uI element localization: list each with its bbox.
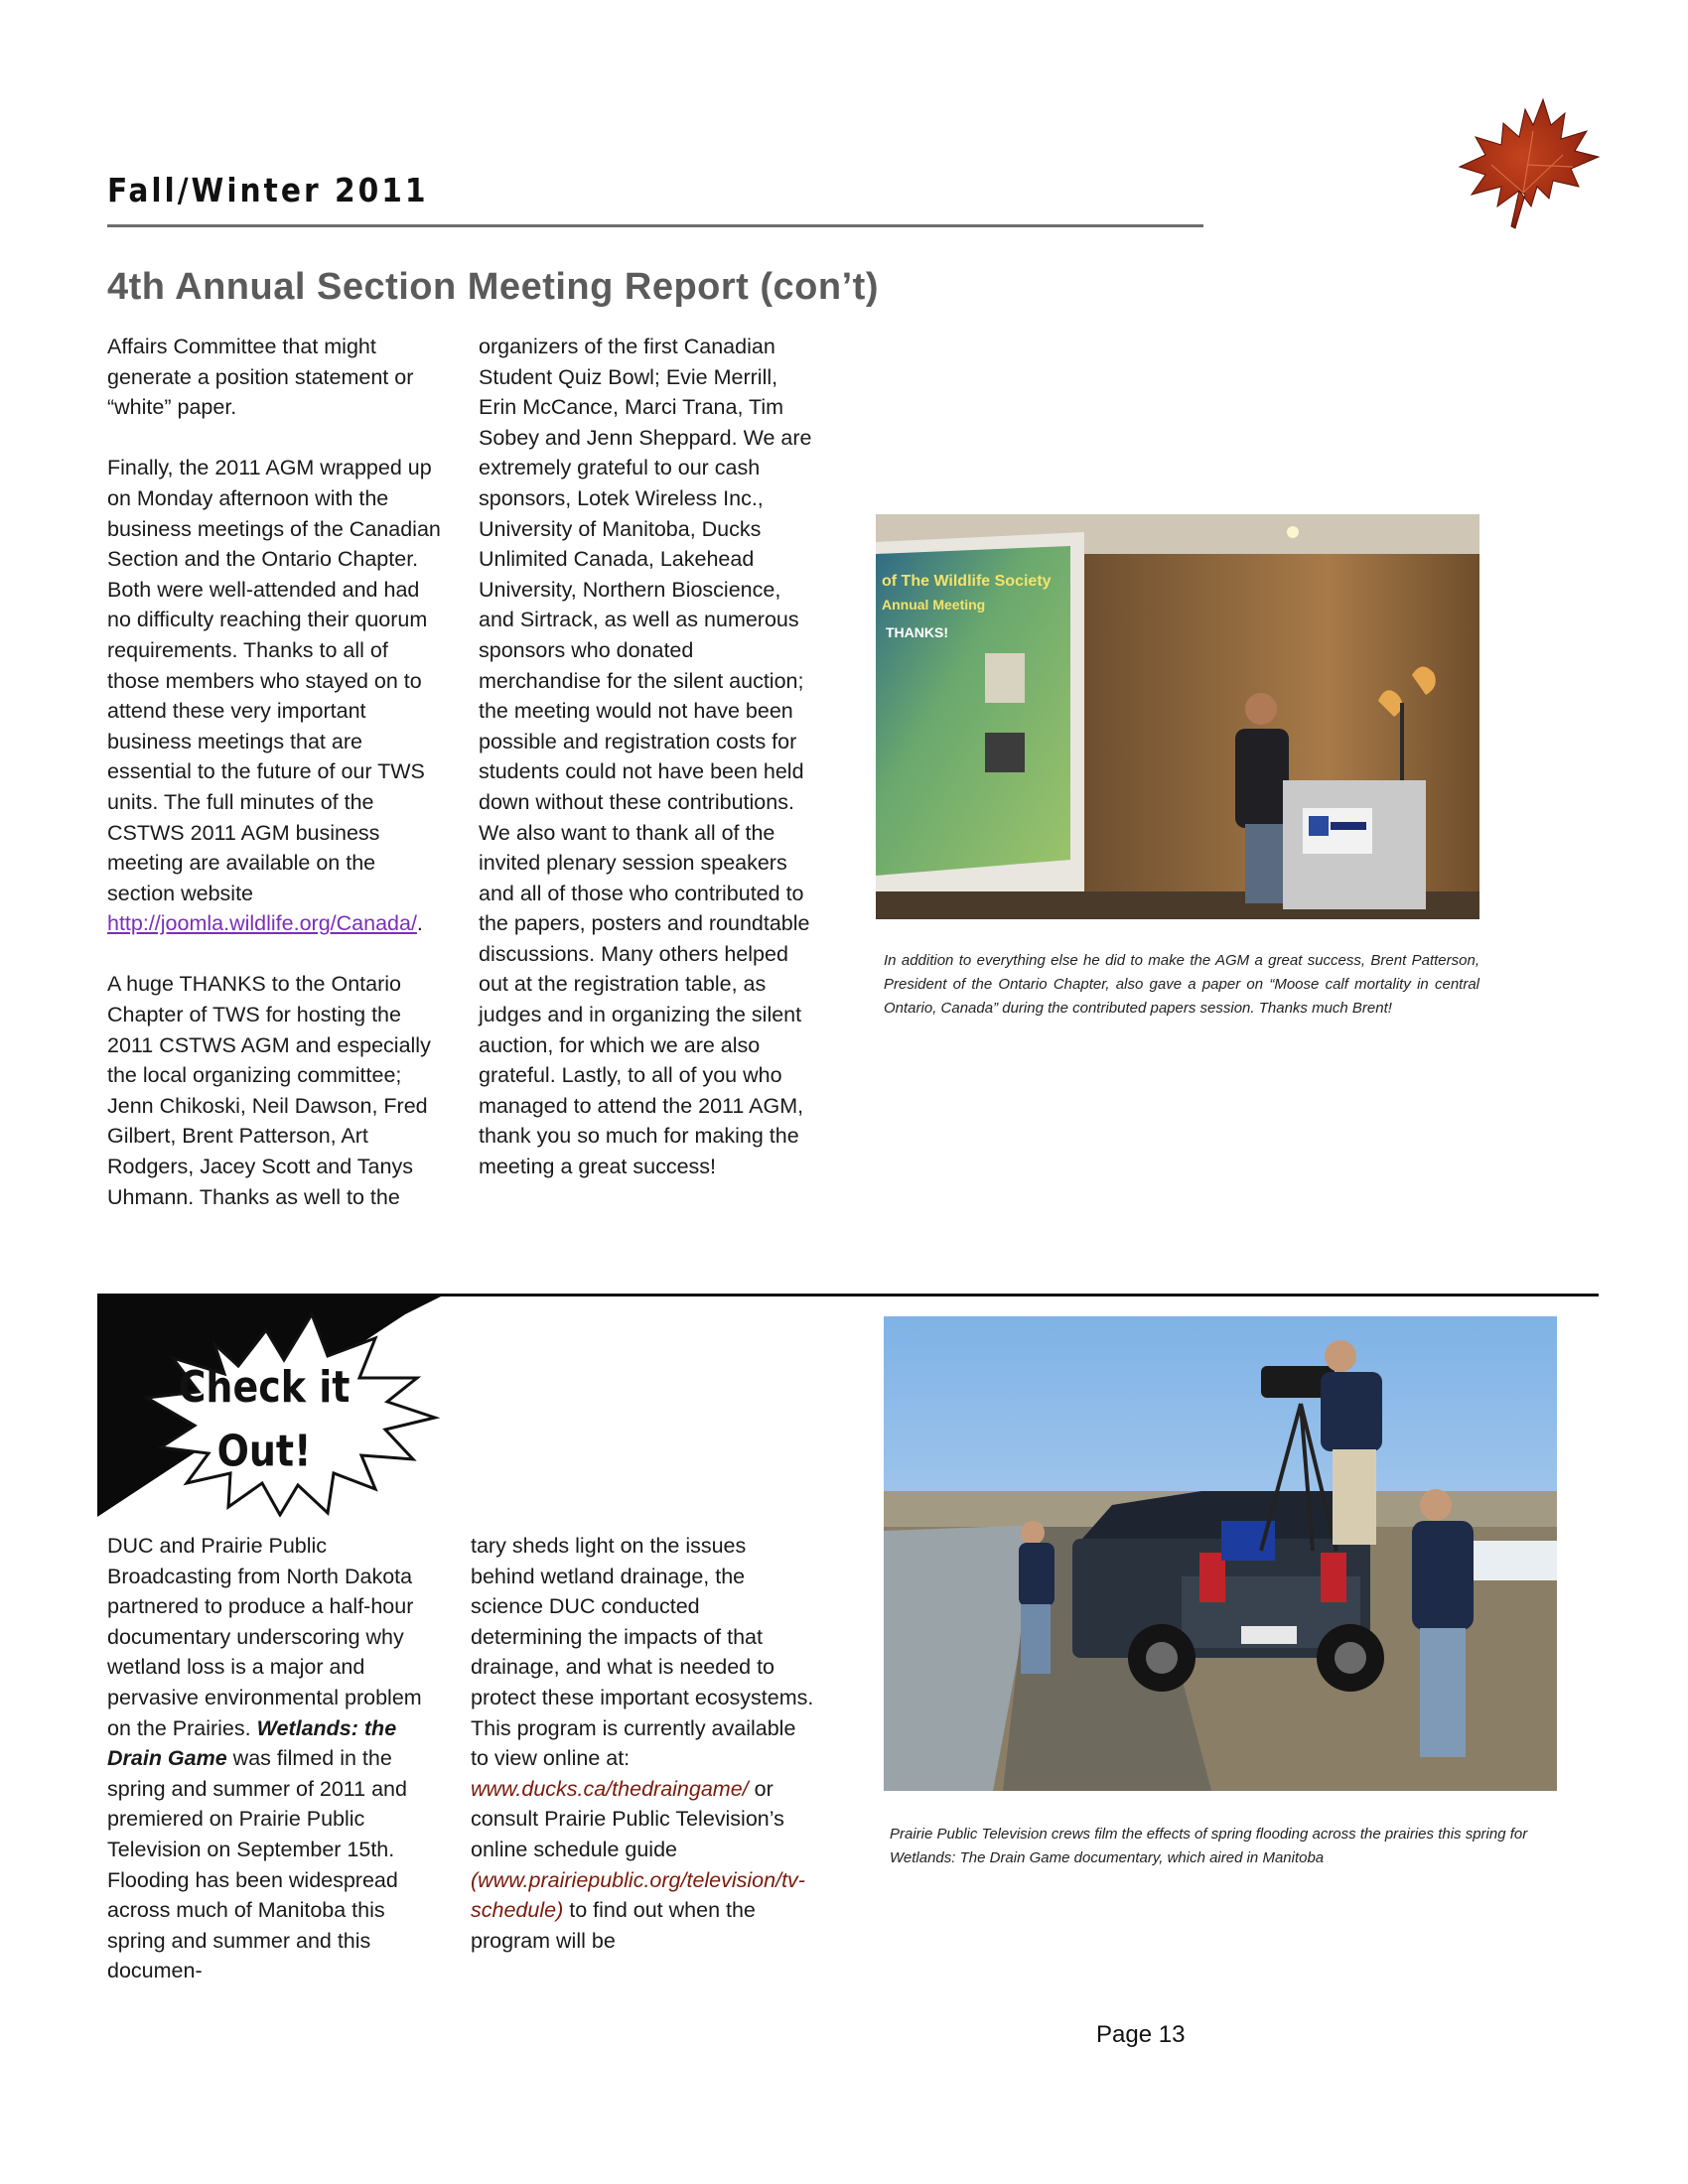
paragraph-text: Finally, the 2011 AGM wrapped up on Monday afternoon with the business meetings of the Canadian Section and the Ontario Chapter. Both were well-attended and had no difficulty reaching their quorum requirements. Thanks to all of those members who stayed on to attend these very important business meetings that are essential to the future of our TWS units. The full minutes of the CSTWS 2011 AGM business meeting are available on the section website <box>107 456 441 905</box>
ducks-draingame-link[interactable]: www.ducks.ca/thedraingame/ <box>471 1776 749 1801</box>
paragraph-text: was filmed in the spring and summer of 2011 and premiered on Prairie Public Television on September 15th. Flooding has been widespread across much of Manitoba this spring and summer and this documen- <box>107 1746 407 1983</box>
paragraph-text: to find out when the program will be <box>471 1898 756 1953</box>
check-it-out-banner <box>97 1295 455 1517</box>
article-column-1 <box>107 332 443 1243</box>
burst-text-line1: Check it <box>178 1361 351 1413</box>
page-number: Page 13 <box>1096 2021 1186 2048</box>
burst-text-line2: Out! <box>216 1425 312 1477</box>
film-crew-photo <box>884 1316 1557 1791</box>
header-rule <box>107 224 1203 227</box>
prairiepublic-schedule-link[interactable]: (www.prairiepublic.org/television/tv-schedule) <box>471 1867 805 1923</box>
paragraph-text: tary sheds light on the issues behind wetland drainage, the science DUC conducted determining the impacts of that drainage, and what is needed to protect these important ecosystems. This program is currently available to view online at: <box>471 1534 814 1771</box>
speaker-photo-caption: In addition to everything else he did to make the AGM a great success, Brent Patterson, President of the Ontario Chapter, also gave a paper on “Moose calf mortality in central Ontario, Canada” during the contributed papers session. Thanks much Brent! <box>884 952 1479 1017</box>
duc-column-1 <box>107 1531 445 1986</box>
paragraph: A huge THANKS to the Ontario Chapter of TWS for hosting the 2011 CSTWS AGM and especially the local organizing committee; Jenn Chikoski, Neil Dawson, Fred Gilbert, Brent Patterson, Art Rodgers, Jacey Scott and Tanys Uhmann. Thanks as well to the <box>107 972 431 1209</box>
maple-leaf-icon <box>1442 95 1611 234</box>
article-column-2 <box>479 332 814 1212</box>
paragraph: organizers of the first Canadian Student Quiz Bowl; Evie Merrill, Erin McCance, Marci Trana, Tim Sobey and Jenn Sheppard. We are extremely grateful to our cash sponsors, Lotek Wireless Inc., University of Manitoba, Ducks Unlimited Canada, Lakehead University, Northern Bioscience, and Sirtrack, as well as numerous sponsors who donated merchandise for the silent auction; the meeting would not have been possible and registration costs for students could not have been held down without these contributions. We also want to thank all of the invited plenary session speakers and all of those who contributed to the papers, posters and roundtable discussions. Many others helped out at the registration table, as judges and in organizing the silent auction, for which we are also grateful. Lastly, to all of you who managed to attend the 2011 AGM, thank you so much for making the meeting a great success! <box>479 335 812 1179</box>
screen-thanks-text: THANKS! <box>886 624 948 640</box>
paragraph-end: . <box>416 911 423 936</box>
speaker-photo <box>876 514 1479 919</box>
paragraph <box>107 453 443 939</box>
article-title: 4th Annual Section Meeting Report (con’t) <box>107 266 879 308</box>
screen-title-text: of The Wildlife Society <box>882 573 1052 590</box>
paragraph-text: or consult Prairie Public Television’s online schedule guide <box>471 1776 784 1861</box>
section-website-link[interactable]: http://joomla.wildlife.org/Canada/ <box>107 911 417 936</box>
duc-column-2 <box>471 1531 814 1956</box>
screen-subtitle-text: Annual Meeting <box>882 597 986 613</box>
paragraph: Affairs Committee that might generate a position statement or “white” paper. <box>107 335 414 420</box>
paragraph-text: DUC and Prairie Public Broadcasting from North Dakota partnered to produce a half-hour documentary underscoring why wetland loss is a major and pervasive environmental problem on the Prairies. <box>107 1534 422 1740</box>
documentary-title: Wetlands: the Drain Game <box>107 1715 397 1771</box>
film-crew-photo-caption: Prairie Public Television crews film the effects of spring flooding across the prairies this spring for Wetlands: The Drain Game documentary, which aired in Manitoba <box>890 1826 1528 1866</box>
issue-label: Fall/Winter 2011 <box>107 171 429 209</box>
